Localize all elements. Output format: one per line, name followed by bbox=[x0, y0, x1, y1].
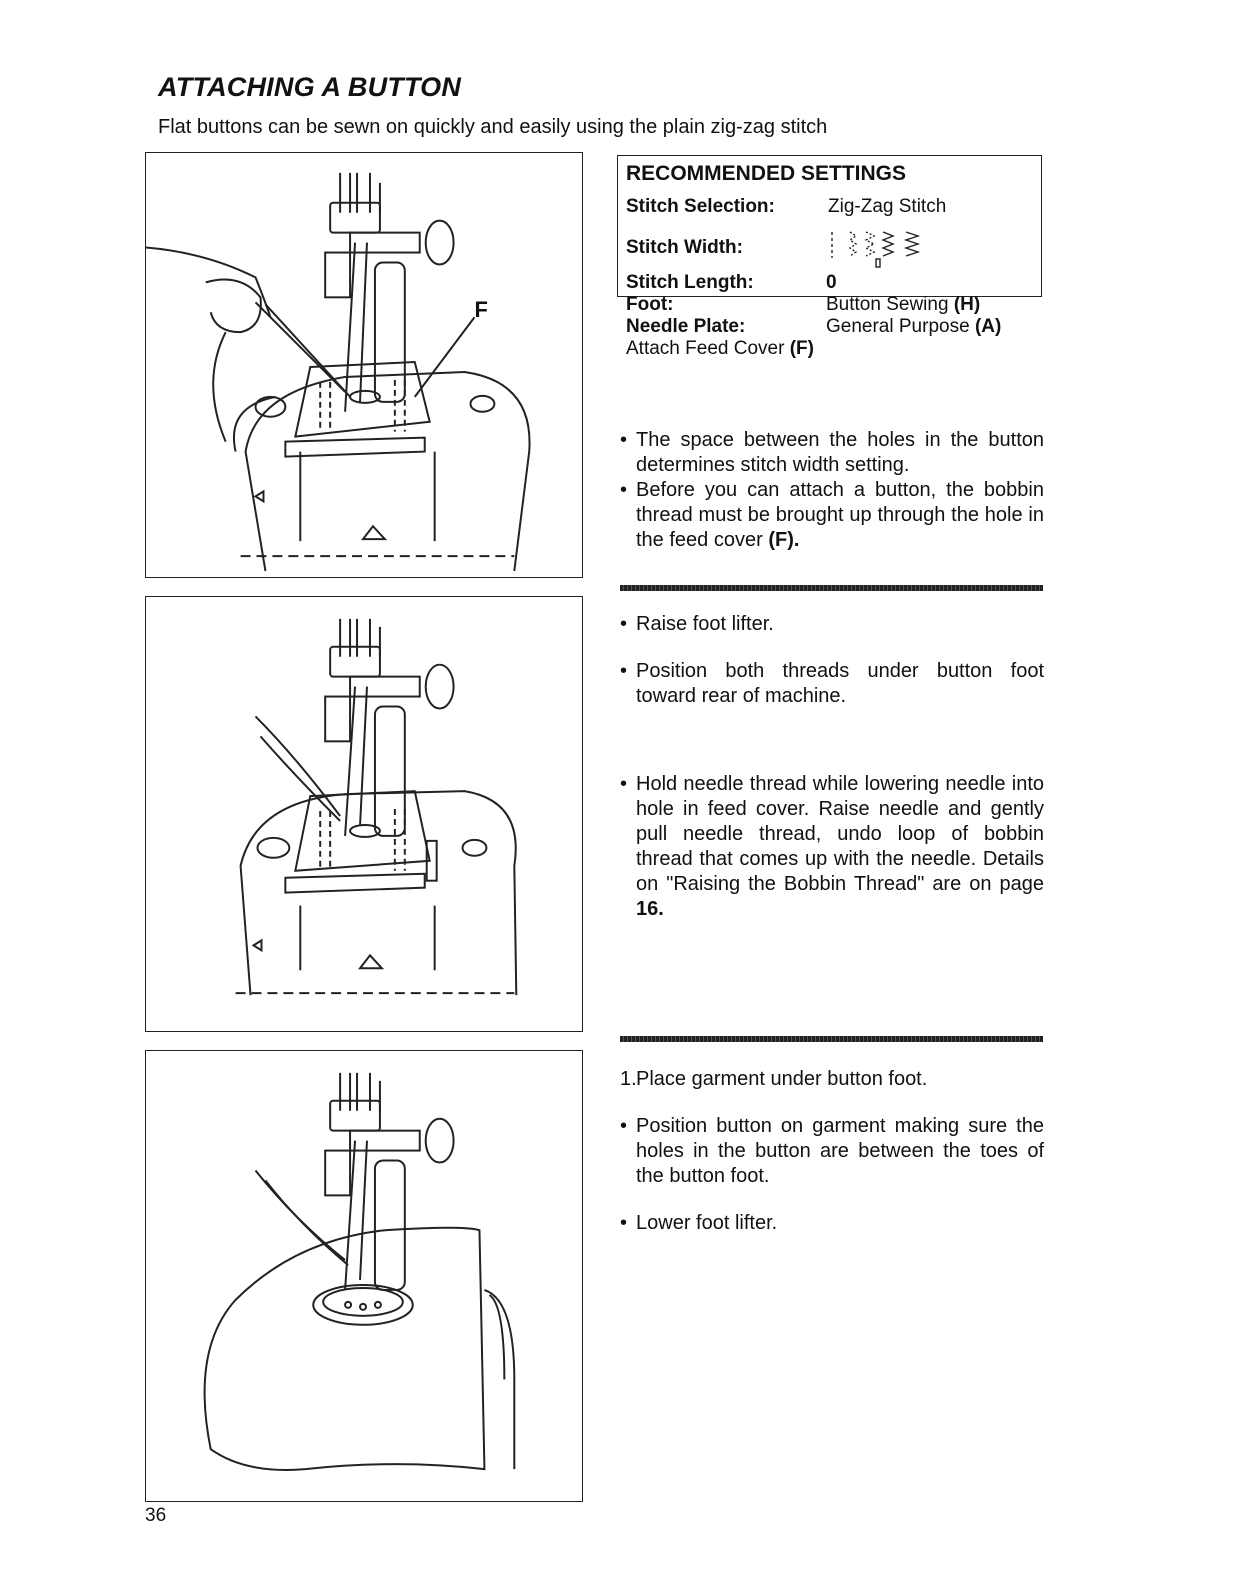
stitch-selection-value: Zig-Zag Stitch bbox=[828, 196, 947, 217]
stitch-selection-row bbox=[626, 196, 1041, 218]
foot-label: Foot: bbox=[626, 294, 674, 315]
bullet-text: Hold needle thread while lowering needle into hole in feed cover. Raise needle and gently pull needle thread, undo loop of bobbin thread that comes up with the needle. Details on "Raising the Bobbin Thread" are on page bbox=[636, 773, 1044, 895]
page-title: ATTACHING A BUTTON bbox=[158, 72, 462, 102]
foot-value bbox=[826, 294, 980, 316]
divider bbox=[620, 1036, 1043, 1042]
stitch-selection-label: Stitch Selection: bbox=[626, 196, 775, 217]
stitch-width-dial-icon bbox=[828, 228, 938, 268]
bullet-ref: (F). bbox=[768, 529, 800, 551]
list-item: • Hold needle thread while lowering needle into hole in feed cover. Raise needle and gently pull needle thread, undo loop of bobbin thread that comes up with the needle. Details on "Raising the Bobbin Thread" are on page 16. bbox=[620, 773, 1044, 920]
list-item: • Position button on garment making sure the holes in the button are between the toes of the button foot. bbox=[620, 1115, 1044, 1187]
divider bbox=[620, 585, 1043, 591]
attach-code: (F) bbox=[789, 338, 814, 359]
bullet-text: Position both threads under button foot toward rear of machine. bbox=[636, 660, 1044, 707]
stitch-length-row bbox=[626, 272, 1041, 294]
attach-feed-cover bbox=[626, 338, 1041, 360]
sewing-machine-illustration bbox=[146, 597, 582, 1031]
list-item: • Position both threads under button foot toward rear of machine. bbox=[620, 660, 1044, 707]
section3-bullets bbox=[620, 1067, 1044, 1236]
bullet-text: Before you can attach a button, the bobbin thread must be brought up through the hole in the feed cover bbox=[636, 479, 1044, 551]
stitch-width-row bbox=[626, 228, 1041, 268]
attach-text: Attach Feed Cover bbox=[626, 338, 785, 359]
sewing-machine-illustration bbox=[146, 1051, 582, 1501]
list-item: • Lower foot lifter. bbox=[620, 1212, 778, 1234]
bullet-text: The space between the holes in the button determines stitch width setting. bbox=[636, 429, 1044, 476]
step-number: 1. bbox=[620, 1068, 637, 1090]
stitch-length-label: Stitch Length: bbox=[626, 272, 754, 293]
needle-plate-label: Needle Plate: bbox=[626, 316, 746, 337]
stitch-length-value: 0 bbox=[826, 272, 837, 293]
needle-plate-value-text: General Purpose bbox=[826, 316, 970, 337]
stitch-width-label: Stitch Width: bbox=[626, 237, 743, 258]
settings-heading: RECOMMENDED SETTINGS bbox=[626, 162, 907, 185]
figure-threads-under-foot bbox=[145, 596, 583, 1032]
bullet-text: Raise foot lifter. bbox=[636, 613, 774, 635]
list-item bbox=[620, 1067, 1044, 1092]
figure-thread-through-feed-cover bbox=[145, 152, 583, 578]
figure-label-f: F bbox=[474, 297, 488, 323]
page-ref: 16. bbox=[636, 898, 664, 920]
needle-plate-row bbox=[626, 316, 1041, 338]
step-text: Place garment under button foot. bbox=[636, 1068, 928, 1090]
list-item: • Before you can attach a button, the bobbin thread must be brought up through the hole in the feed cover (F). bbox=[620, 479, 1044, 551]
section2-bullets bbox=[620, 612, 1044, 922]
needle-plate-value bbox=[826, 316, 1001, 338]
foot-code: (H) bbox=[953, 294, 981, 315]
bullet-text: Position button on garment making sure the holes in the button are between the toes of the button foot. bbox=[636, 1115, 1044, 1187]
recommended-settings-box bbox=[617, 155, 1042, 359]
figure-button-under-foot bbox=[145, 1050, 583, 1502]
foot-row bbox=[626, 294, 1041, 316]
bullet-text: Lower foot lifter. bbox=[636, 1212, 778, 1234]
page-number: 36 bbox=[145, 1505, 167, 1526]
list-item: • Raise foot lifter. bbox=[620, 613, 774, 635]
list-item: • The space between the holes in the button determines stitch width setting. bbox=[620, 429, 1044, 476]
page-subtitle: Flat buttons can be sewn on quickly and easily using the plain zig-zag stitch bbox=[158, 116, 828, 138]
sewing-machine-illustration bbox=[146, 153, 582, 577]
foot-value-text: Button Sewing bbox=[826, 294, 949, 315]
needle-plate-code: (A) bbox=[974, 316, 1002, 337]
section1-bullets bbox=[620, 428, 1044, 553]
